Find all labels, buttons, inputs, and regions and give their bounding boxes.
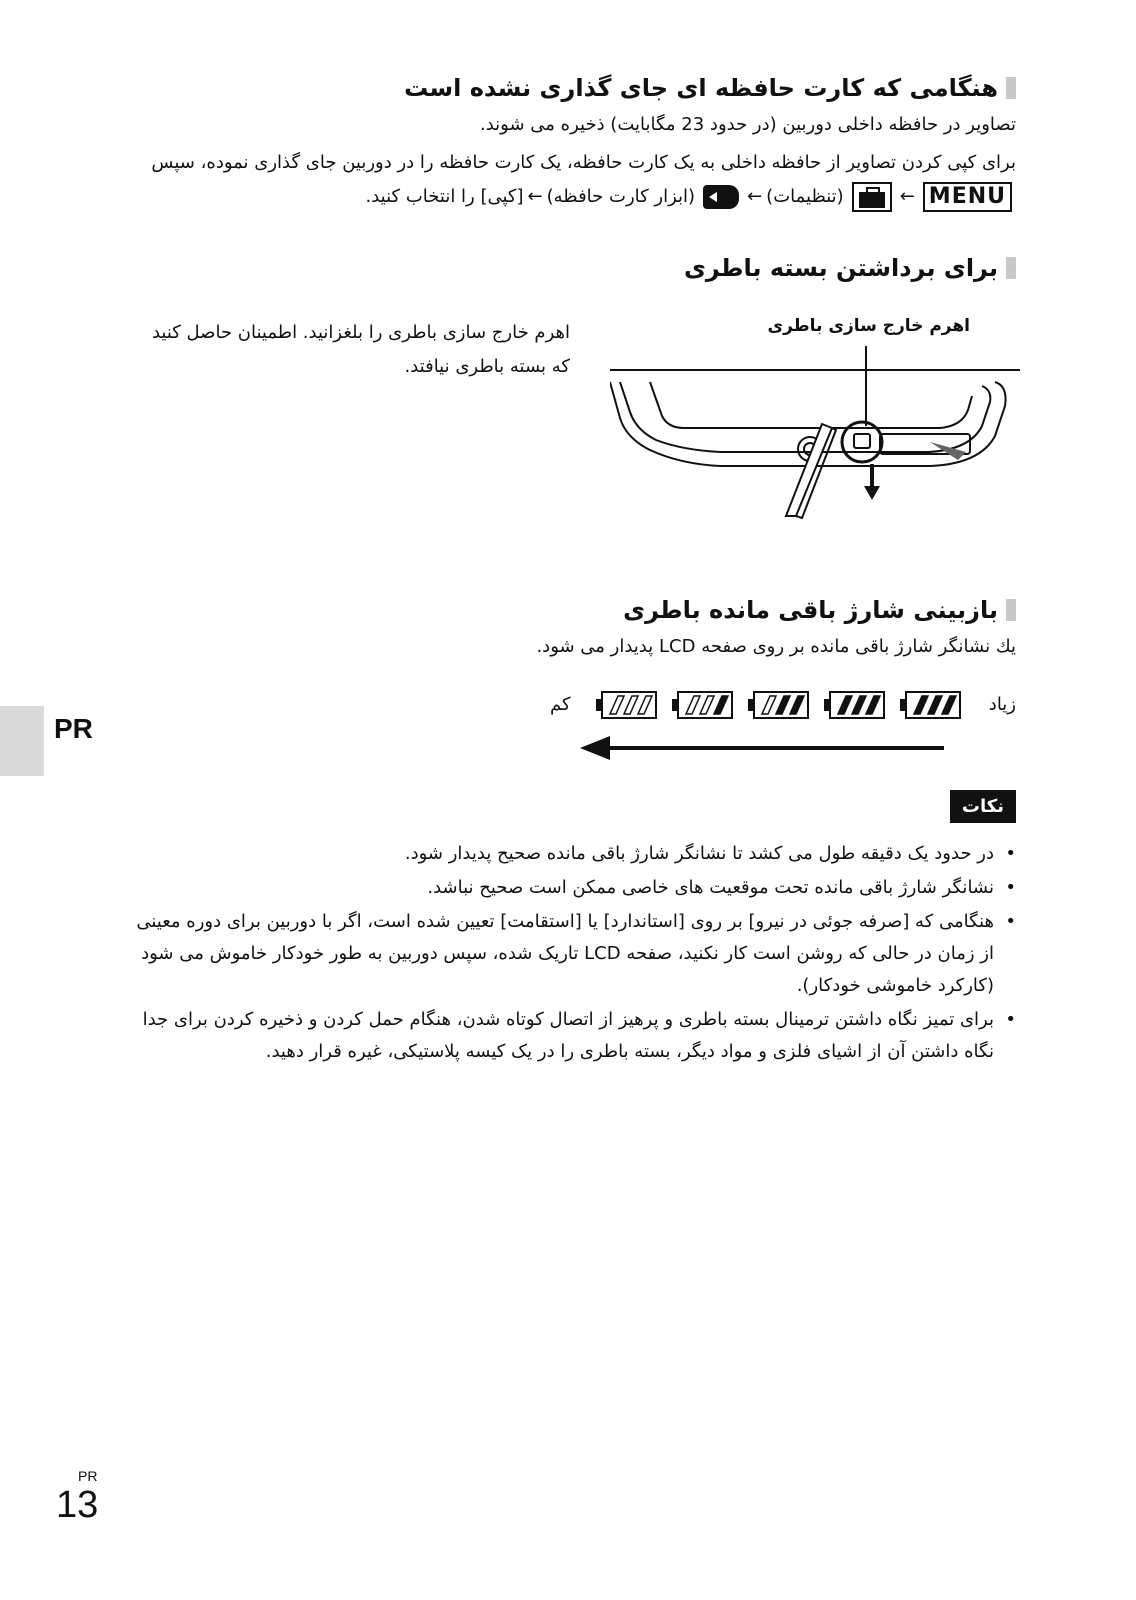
arrow-glyph: ← [527,186,543,207]
page-language-label: PR [78,1468,98,1484]
note-item: • نشانگر شارژ باقی مانده تحت موقعیت های خاصی ممکن است صحیح نباشد. [136,872,1016,904]
copy-instructions-text [136,146,1016,180]
heading-text: هنگامی که کارت حافظه ای جای گذاری نشده است [404,74,998,102]
arrow-glyph: ← [899,186,915,207]
battery-lever-callout: اهرم خارج سازی باطری [767,316,970,336]
charge-low-label: کم [550,694,571,715]
battery-indicator-row [580,690,980,770]
section-heading-remove-battery [684,254,1016,282]
battery-icon [596,692,656,718]
note-item: • در حدود یک دقیقه طول می کشد تا نشانگر شارژ باقی مانده صحیح پدیدار شود. [136,838,1016,870]
note-item: • هنگامی که [صرفه جوئی در نیرو] بر روی [استاندارد] یا [استقامت] تعیین شده است، اگر با دوربین برای دوره معینی از زمان در حالی که روشن است کار نکنید، صفحه LCD تاریک شده، سپس دوربین به طور خودکار خاموش می شود (کارکرد خاموشی خودکار). [136,906,1016,1002]
copy-menu-path [366,180,1016,214]
camera-battery-illustration [610,346,1020,526]
internal-memory-text [480,108,1016,142]
language-side-label: PR [54,713,93,744]
menu-icon: MENU [923,182,1012,212]
internal-memory-line: تصاویر در حافظه داخلی دوربین (در حدود 23 مگابایت) ذخیره می شوند. [480,114,1016,135]
memory-card-tool-label: (ابزار کارت حافظه) [546,186,696,207]
section-heading-check-charge [623,596,1016,624]
notes-badge: نکات [950,790,1016,823]
battery-icon [672,692,732,718]
battery-icon [900,692,960,718]
heading-marker [1006,77,1016,99]
copy-label: [کپی] را انتخاب کنید. [365,186,524,207]
page-number: 13 [56,1484,99,1526]
charge-high-label: زیاد [988,694,1016,715]
heading-marker [1006,599,1016,621]
note-item: • برای تمیز نگاه داشتن ترمینال بسته باطری و پرهیز از اتصال کوتاه شدن، هنگام حمل کردن و ذخیره کردن برای جدا نگاه داشتن آن از اشیای فلزی و مواد دیگر، بسته باطری را در یک کیسه پلاستیکی، غیره قرار دهید. [136,1004,1016,1068]
battery-icon [748,692,808,718]
heading-text: بازبینی شارژ باقی مانده باطری [623,596,998,624]
copy-instructions-line: برای کپی کردن تصاویر از حافظه داخلی به یک کارت حافظه، یک کارت حافظه را در دوربین جای گذاری نموده، سپس [151,152,1016,173]
battery-icon [824,692,884,718]
discharge-arrow-head [580,736,610,760]
arrow-glyph: ← [747,186,763,207]
memory-card-tool-icon [703,185,739,209]
heading-text: برای برداشتن بسته باطری [683,254,998,282]
notes-list [136,838,1016,1070]
heading-marker [1006,257,1016,279]
settings-label: (تنظیمات) [766,186,844,207]
language-side-tab [0,706,44,776]
remove-battery-description: اهرم خارج سازی باطری را بلغزانید. اطمینان حاصل کنید که بسته باطری نیافتد. [151,322,570,377]
section-heading-no-memory-card [404,74,1016,102]
charge-indicator-description: يك نشانگر شارژ باقی مانده بر روی صفحه LCD پدیدار می شود. [536,636,1016,657]
toolbox-icon [852,182,892,212]
